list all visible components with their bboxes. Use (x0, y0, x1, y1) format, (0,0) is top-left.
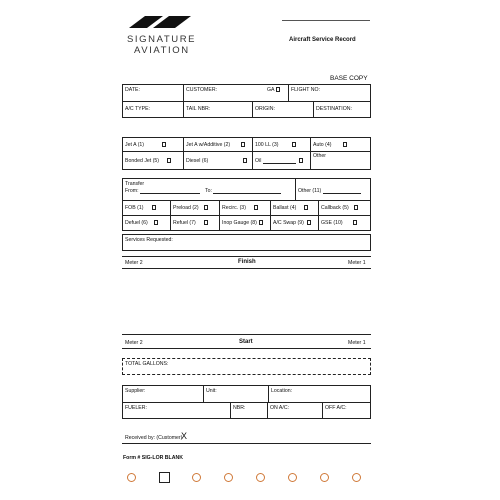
ac-swap-option[interactable] (273, 220, 311, 226)
bonded-jet-label: Bonded Jet (5) (125, 158, 160, 164)
brand-name-line1: SIGNATURE (127, 34, 197, 45)
ac-type-label: A/C TYPE: (125, 106, 150, 112)
divider (310, 137, 311, 170)
other11-label: Other (11) (298, 188, 322, 194)
received-by-label: Received by: (Customer) (125, 435, 183, 441)
gse-label: GSE (10) (321, 220, 343, 226)
from-input-line[interactable] (140, 188, 200, 194)
callback-checkbox[interactable] (354, 205, 358, 210)
copy-label: BASE COPY (330, 75, 368, 82)
jet-a-checkbox[interactable] (162, 142, 166, 147)
diesel-checkbox[interactable] (243, 158, 247, 163)
divider (267, 402, 268, 419)
refuel-label: Refuel (7) (173, 220, 196, 226)
form-number: Form # SIG-LOR BLANK (123, 455, 183, 461)
start-meter1-label: Meter 1 (348, 340, 366, 346)
preload-checkbox[interactable] (204, 205, 208, 210)
ll100-option[interactable] (255, 142, 296, 148)
finish-label: Finish (238, 259, 256, 265)
to-input-line[interactable] (213, 188, 281, 194)
defuel-label: Defuel (6) (125, 220, 148, 226)
ll100-label: 100 LL (3) (255, 142, 279, 148)
divider (183, 84, 184, 118)
supplier-label: Supplier: (125, 388, 146, 394)
total-gallons-label: TOTAL GALLONS: (125, 361, 169, 367)
transfer-to-field[interactable] (205, 188, 281, 194)
ga-checkbox[interactable] (276, 87, 280, 92)
ll100-checkbox[interactable] (292, 142, 296, 147)
jet-a-additive-option[interactable] (186, 142, 245, 148)
form-title: Aircraft Service Record (289, 37, 356, 43)
oil-label: Oil (255, 158, 262, 164)
callback-label: Callback (5) (321, 205, 349, 211)
other11-field[interactable] (298, 188, 361, 194)
inop-gauge-option[interactable] (222, 220, 263, 226)
title-underline (282, 20, 370, 21)
to-label: To: (205, 188, 212, 194)
gse-option[interactable] (321, 220, 357, 226)
auto-checkbox[interactable] (343, 142, 347, 147)
fueler-label: FUELER: (125, 405, 147, 411)
divider (268, 385, 269, 402)
start-bottom-rule (122, 348, 371, 349)
start-meter2-label: Meter 2 (125, 340, 143, 346)
fob-label: FOB (1) (125, 205, 144, 211)
other11-input-line[interactable] (323, 188, 361, 194)
transfer-label: Transfer (125, 181, 145, 187)
auto-label: Auto (4) (313, 142, 332, 148)
divider (183, 137, 184, 170)
divider (288, 84, 289, 101)
tail-nbr-label: TAIL NBR: (186, 106, 211, 112)
ac-swap-label: A/C Swap (9) (273, 220, 304, 226)
jet-a-option[interactable] (125, 142, 166, 148)
fob-checkbox[interactable] (152, 205, 156, 210)
brand-name-line2: AVIATION (134, 45, 190, 56)
supplier-divider (122, 402, 371, 403)
services-divider (122, 215, 371, 216)
oil-amount-field[interactable] (263, 158, 296, 164)
oil-option[interactable] (255, 158, 303, 164)
ga-label: GA (267, 87, 275, 93)
refuel-option[interactable] (173, 220, 208, 226)
punch-hole (320, 473, 329, 482)
nbr-label: NBR: (233, 405, 246, 411)
unit-label: Unit: (206, 388, 217, 394)
ballast-label: Ballast (4) (273, 205, 297, 211)
oil-checkbox[interactable] (299, 158, 303, 163)
punch-hole (288, 473, 297, 482)
on-ac-label: ON A/C: (270, 405, 290, 411)
received-by-signature-line[interactable] (122, 443, 371, 444)
logo-swoosh-icon (127, 14, 193, 30)
gse-checkbox[interactable] (353, 220, 357, 225)
jet-a-additive-checkbox[interactable] (241, 142, 245, 147)
divider (295, 178, 296, 200)
from-label: From: (125, 188, 139, 194)
services-requested-label: Services Requested: (125, 237, 173, 243)
punch-hole (224, 473, 233, 482)
divider (322, 402, 323, 419)
jet-a-additive-label: Jet A w/Additive (2) (186, 142, 231, 148)
diesel-label: Diesel (6) (186, 158, 209, 164)
finish-top-rule (122, 256, 371, 257)
divider (203, 385, 204, 402)
finish-meter1-label: Meter 1 (348, 260, 366, 266)
signature-logo (127, 14, 197, 30)
divider (252, 101, 253, 118)
transfer-divider (122, 200, 371, 201)
start-label: Start (239, 339, 253, 345)
auto-option[interactable] (313, 142, 347, 148)
recirc-label: Recirc. (3) (222, 205, 246, 211)
preload-option[interactable] (173, 205, 208, 211)
fuel-divider (122, 151, 371, 152)
finish-bottom-rule (122, 268, 371, 269)
origin-label: ORIGIN: (255, 106, 275, 112)
recirc-option[interactable] (222, 205, 258, 211)
flight-no-label: FLIGHT NO: (291, 87, 321, 93)
punch-hole (192, 473, 201, 482)
punch-hole (127, 473, 136, 482)
inop-gauge-label: Inop Gauge (8) (222, 220, 257, 226)
recirc-checkbox[interactable] (254, 205, 258, 210)
destination-label: DESTINATION: (316, 106, 352, 112)
divider (318, 200, 319, 231)
punch-hole (256, 473, 265, 482)
ballast-checkbox[interactable] (304, 205, 308, 210)
other-fuel-label: Other (313, 153, 326, 159)
divider (270, 200, 271, 231)
punch-hole (352, 473, 361, 482)
diesel-option[interactable] (186, 158, 247, 164)
jet-a-label: Jet A (1) (125, 142, 145, 148)
defuel-checkbox[interactable] (154, 220, 158, 225)
square-marker-icon (159, 472, 170, 483)
flight-info-divider (122, 101, 371, 102)
ac-swap-checkbox[interactable] (307, 220, 311, 225)
bonded-jet-checkbox[interactable] (167, 158, 171, 163)
divider (219, 200, 220, 231)
divider (252, 137, 253, 170)
transfer-from-field[interactable] (125, 188, 200, 194)
finish-meter2-label: Meter 2 (125, 260, 143, 266)
customer-label: CUSTOMER: (186, 87, 218, 93)
refuel-checkbox[interactable] (204, 220, 208, 225)
off-ac-label: OFF A/C: (325, 405, 347, 411)
defuel-option[interactable] (125, 220, 158, 226)
divider (230, 402, 231, 419)
divider (170, 200, 171, 231)
location-label: Location: (271, 388, 293, 394)
callback-option[interactable] (321, 205, 358, 211)
ballast-option[interactable] (273, 205, 308, 211)
bonded-jet-option[interactable] (125, 158, 171, 164)
divider (313, 101, 314, 118)
date-label: DATE: (125, 87, 140, 93)
fob-option[interactable] (125, 205, 156, 211)
preload-label: Preload (2) (173, 205, 199, 211)
start-top-rule (122, 334, 371, 335)
ga-field[interactable] (267, 87, 280, 93)
inop-gauge-checkbox[interactable] (259, 220, 263, 225)
signature-x-mark: X (181, 431, 188, 441)
